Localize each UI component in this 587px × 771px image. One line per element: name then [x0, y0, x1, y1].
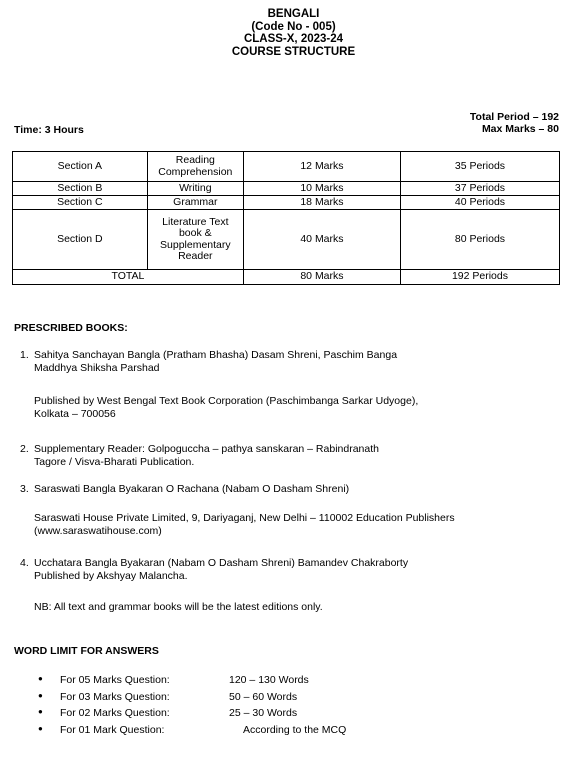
limit-value: According to the MCQ [243, 723, 347, 736]
course-structure-table [12, 151, 560, 285]
totals-block [470, 111, 559, 135]
total-label-cell: TOTAL [13, 270, 244, 285]
subject-code: (Code No - 005) [251, 20, 336, 33]
total-marks-cell: 80 Marks [243, 270, 400, 285]
word-limit-list [38, 674, 346, 740]
list-item [38, 724, 346, 741]
prescribed-books-heading: PRESCRIBED BOOKS: [14, 322, 128, 334]
book-title-cont: Maddhya Shiksha Parshad [34, 361, 160, 374]
publisher-3 [20, 512, 584, 537]
structure-title: COURSE STRUCTURE [231, 45, 356, 58]
publisher-line: Kolkata – 700056 [34, 407, 116, 420]
list-item [38, 691, 346, 708]
book-title-cont: Published by Akshyay Malancha. [34, 569, 188, 582]
periods-cell: 80 Periods [400, 210, 559, 270]
topic-cell: Grammar [147, 196, 243, 210]
marks-cell: 18 Marks [243, 196, 400, 210]
book-item-2 [20, 443, 570, 468]
book-number: 4. [20, 557, 29, 569]
list-item [38, 674, 346, 691]
table-row [13, 152, 560, 182]
periods-cell: 35 Periods [400, 152, 559, 182]
book-number: 2. [20, 443, 29, 455]
topic-cell: Reading Comprehension [147, 152, 243, 182]
book-number: 3. [20, 483, 29, 495]
book-title: Saraswati Bangla Byakaran O Rachana (Nabam O Dasham Shreni) [34, 483, 350, 495]
limit-label: For 02 Marks Question: [60, 707, 170, 719]
marks-cell: 40 Marks [243, 210, 400, 270]
periods-cell: 40 Periods [400, 196, 559, 210]
class-year: CLASS-X, 2023-24 [243, 33, 344, 45]
total-periods-cell: 192 Periods [400, 270, 559, 285]
section-cell: Section C [13, 196, 148, 210]
limit-value: 25 – 30 Words [229, 707, 298, 719]
book-title: Sahitya Sanchayan Bangla (Pratham Bhasha) Dasam Shreni, Paschim Banga [34, 349, 398, 361]
max-marks: Max Marks – 80 [481, 123, 559, 135]
section-cell: Section B [13, 182, 148, 196]
table-total-row [13, 270, 560, 285]
list-item [38, 707, 346, 724]
nb-note: NB: All text and grammar books will be the latest editions only. [34, 601, 323, 613]
limit-label: For 05 Marks Question: [60, 674, 170, 686]
publisher-link: (www.saraswatihouse.com) [34, 524, 162, 537]
publisher-line: Published by West Bengal Text Book Corporation (Paschimbanga Sarkar Udyoge), [34, 395, 419, 407]
limit-label: For 01 Mark Question: [60, 723, 165, 736]
exam-time: Time: 3 Hours [14, 124, 84, 136]
marks-cell: 12 Marks [243, 152, 400, 182]
topic-cell: Literature Text book & Supplementary Reader [147, 210, 243, 270]
table-row [13, 196, 560, 210]
limit-value: 50 – 60 Words [229, 690, 298, 703]
total-period: Total Period – 192 [469, 111, 559, 123]
topic-cell: Writing [147, 182, 243, 196]
book-title: Ucchatara Bangla Byakaran (Nabam O Dasham Shreni) Bamandev Chakraborty [34, 557, 409, 569]
book-title: Supplementary Reader: Golpoguccha – pathya sanskaran – Rabindranath [34, 443, 379, 455]
book-title-cont: Tagore / Visva-Bharati Publication. [34, 455, 195, 468]
book-number: 1. [20, 349, 29, 361]
limit-value: 120 – 130 Words [229, 674, 309, 686]
section-cell: Section A [13, 152, 148, 182]
publisher-1 [20, 395, 584, 420]
table-row [13, 210, 560, 270]
limit-label: For 03 Marks Question: [60, 690, 170, 703]
marks-cell: 10 Marks [243, 182, 400, 196]
document-header [0, 8, 587, 58]
publisher-line: Saraswati House Private Limited, 9, Dariyaganj, New Delhi – 110002 Education Publishers [34, 512, 455, 524]
book-item-3 [20, 483, 570, 496]
book-item-1 [20, 349, 570, 374]
subject-title: BENGALI [267, 8, 320, 20]
book-item-4 [20, 557, 570, 582]
section-cell: Section D [13, 210, 148, 270]
periods-cell: 37 Periods [400, 182, 559, 196]
word-limit-heading: WORD LIMIT FOR ANSWERS [14, 645, 159, 657]
table-row [13, 182, 560, 196]
